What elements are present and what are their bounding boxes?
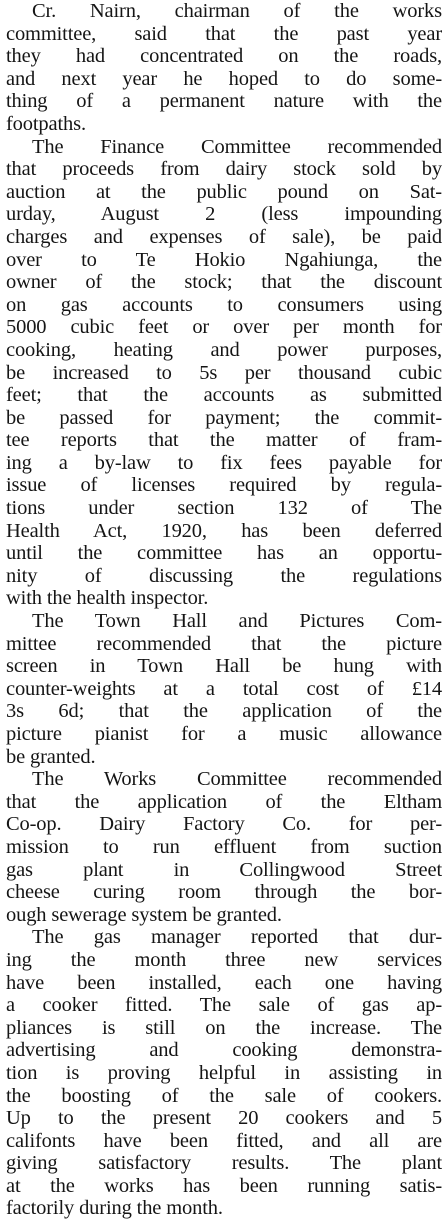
newspaper-column [6,0,442,1220]
text-line: advertising and cooking demonstra- [6,1039,442,1062]
text-line: that proceeds from dairy stock sold by [6,158,442,181]
text-line: be granted. [6,745,96,768]
text-line: have been installed, each one having [6,971,442,994]
paragraph-finance-committee [6,136,442,610]
text-line: be passed for payment; the commit- [6,406,442,429]
text-line: pliances is still on the increase. The [6,1016,442,1039]
text-line: auction at the public pound on Sat- [6,180,442,203]
text-line: 5000 cubic feet or over per month for [6,316,442,339]
text-line: factorily during the month. [6,1197,223,1220]
text-line: nity of discussing the regulations [6,564,442,587]
text-line: 3s 6d; that the application of the [6,700,442,723]
text-line: the boosting of the sale of cookers. [6,1084,442,1107]
paragraph-works-committee-chairman [6,0,442,136]
text-line: with the health inspector. [6,587,209,610]
text-line: mission to run effluent from suction [6,835,442,858]
text-line: thing of a permanent nature with the [6,90,442,113]
text-line: footpaths. [6,112,86,135]
text-line: screen in Town Hall be hung with [6,655,442,678]
text-line: and next year he hoped to do some- [6,67,442,90]
text-line: Health Act, 1920, has been deferred [6,519,442,542]
text-line: that the application of the Eltham [6,790,442,813]
text-line: The Town Hall and Pictures Com- [32,610,442,633]
text-line: gas plant in Collingwood Street [6,858,442,881]
text-line: owner of the stock; that the discount [6,271,442,294]
text-line: cheese curing room through the bor- [6,881,442,904]
text-line: The Works Committee recommended [32,768,442,791]
text-line: committee, said that the past year [6,22,442,45]
text-line: tions under section 132 of The [6,497,442,520]
text-line: counter-weights at a total cost of £14 [6,677,442,700]
text-line: picture pianist for a music allowance [6,723,442,745]
text-line: cooking, heating and power purposes, [6,338,442,361]
paragraph-town-hall-committee [6,610,442,768]
text-line: Cr. Nairn, chairman of the works [32,0,442,22]
text-line: be increased to 5s per thousand cubic [6,361,442,384]
text-line: tion is proving helpful in assisting in [6,1061,442,1084]
paragraph-gas-manager-report [6,926,442,1220]
text-line: on gas accounts to consumers using [6,293,442,316]
text-line: issue of licenses required by regula- [6,474,442,497]
text-line: ing the month three new services [6,948,442,971]
text-line: giving satisfactory results. The plant [6,1152,442,1175]
paragraph-works-committee-recommendation [6,768,442,926]
text-line: until the committee has an opportu- [6,542,442,565]
text-line: a cooker fitted. The sale of gas ap- [6,994,442,1017]
text-line: charges and expenses of sale), be paid [6,225,442,248]
text-line: ing a by-law to fix fees payable for [6,451,442,474]
text-line: at the works has been running satis- [6,1174,442,1197]
text-line: over to Te Hokio Ngahiunga, the [6,248,442,271]
text-line: califonts have been fitted, and all are [6,1129,442,1152]
text-line: Co-op. Dairy Factory Co. for per- [6,813,442,836]
text-line: Up to the present 20 cookers and 5 [6,1107,442,1130]
text-line: mittee recommended that the picture [6,632,442,655]
text-line: ough sewerage system be granted. [6,903,282,926]
text-line: The gas manager reported that dur- [32,926,442,949]
text-line: The Finance Committee recommended [32,135,442,158]
text-line: they had concentrated on the roads, [6,45,442,68]
text-line: urday, August 2 (less impounding [6,203,442,226]
text-line: feet; that the accounts as submitted [6,384,442,407]
text-line: tee reports that the matter of fram- [6,429,442,452]
